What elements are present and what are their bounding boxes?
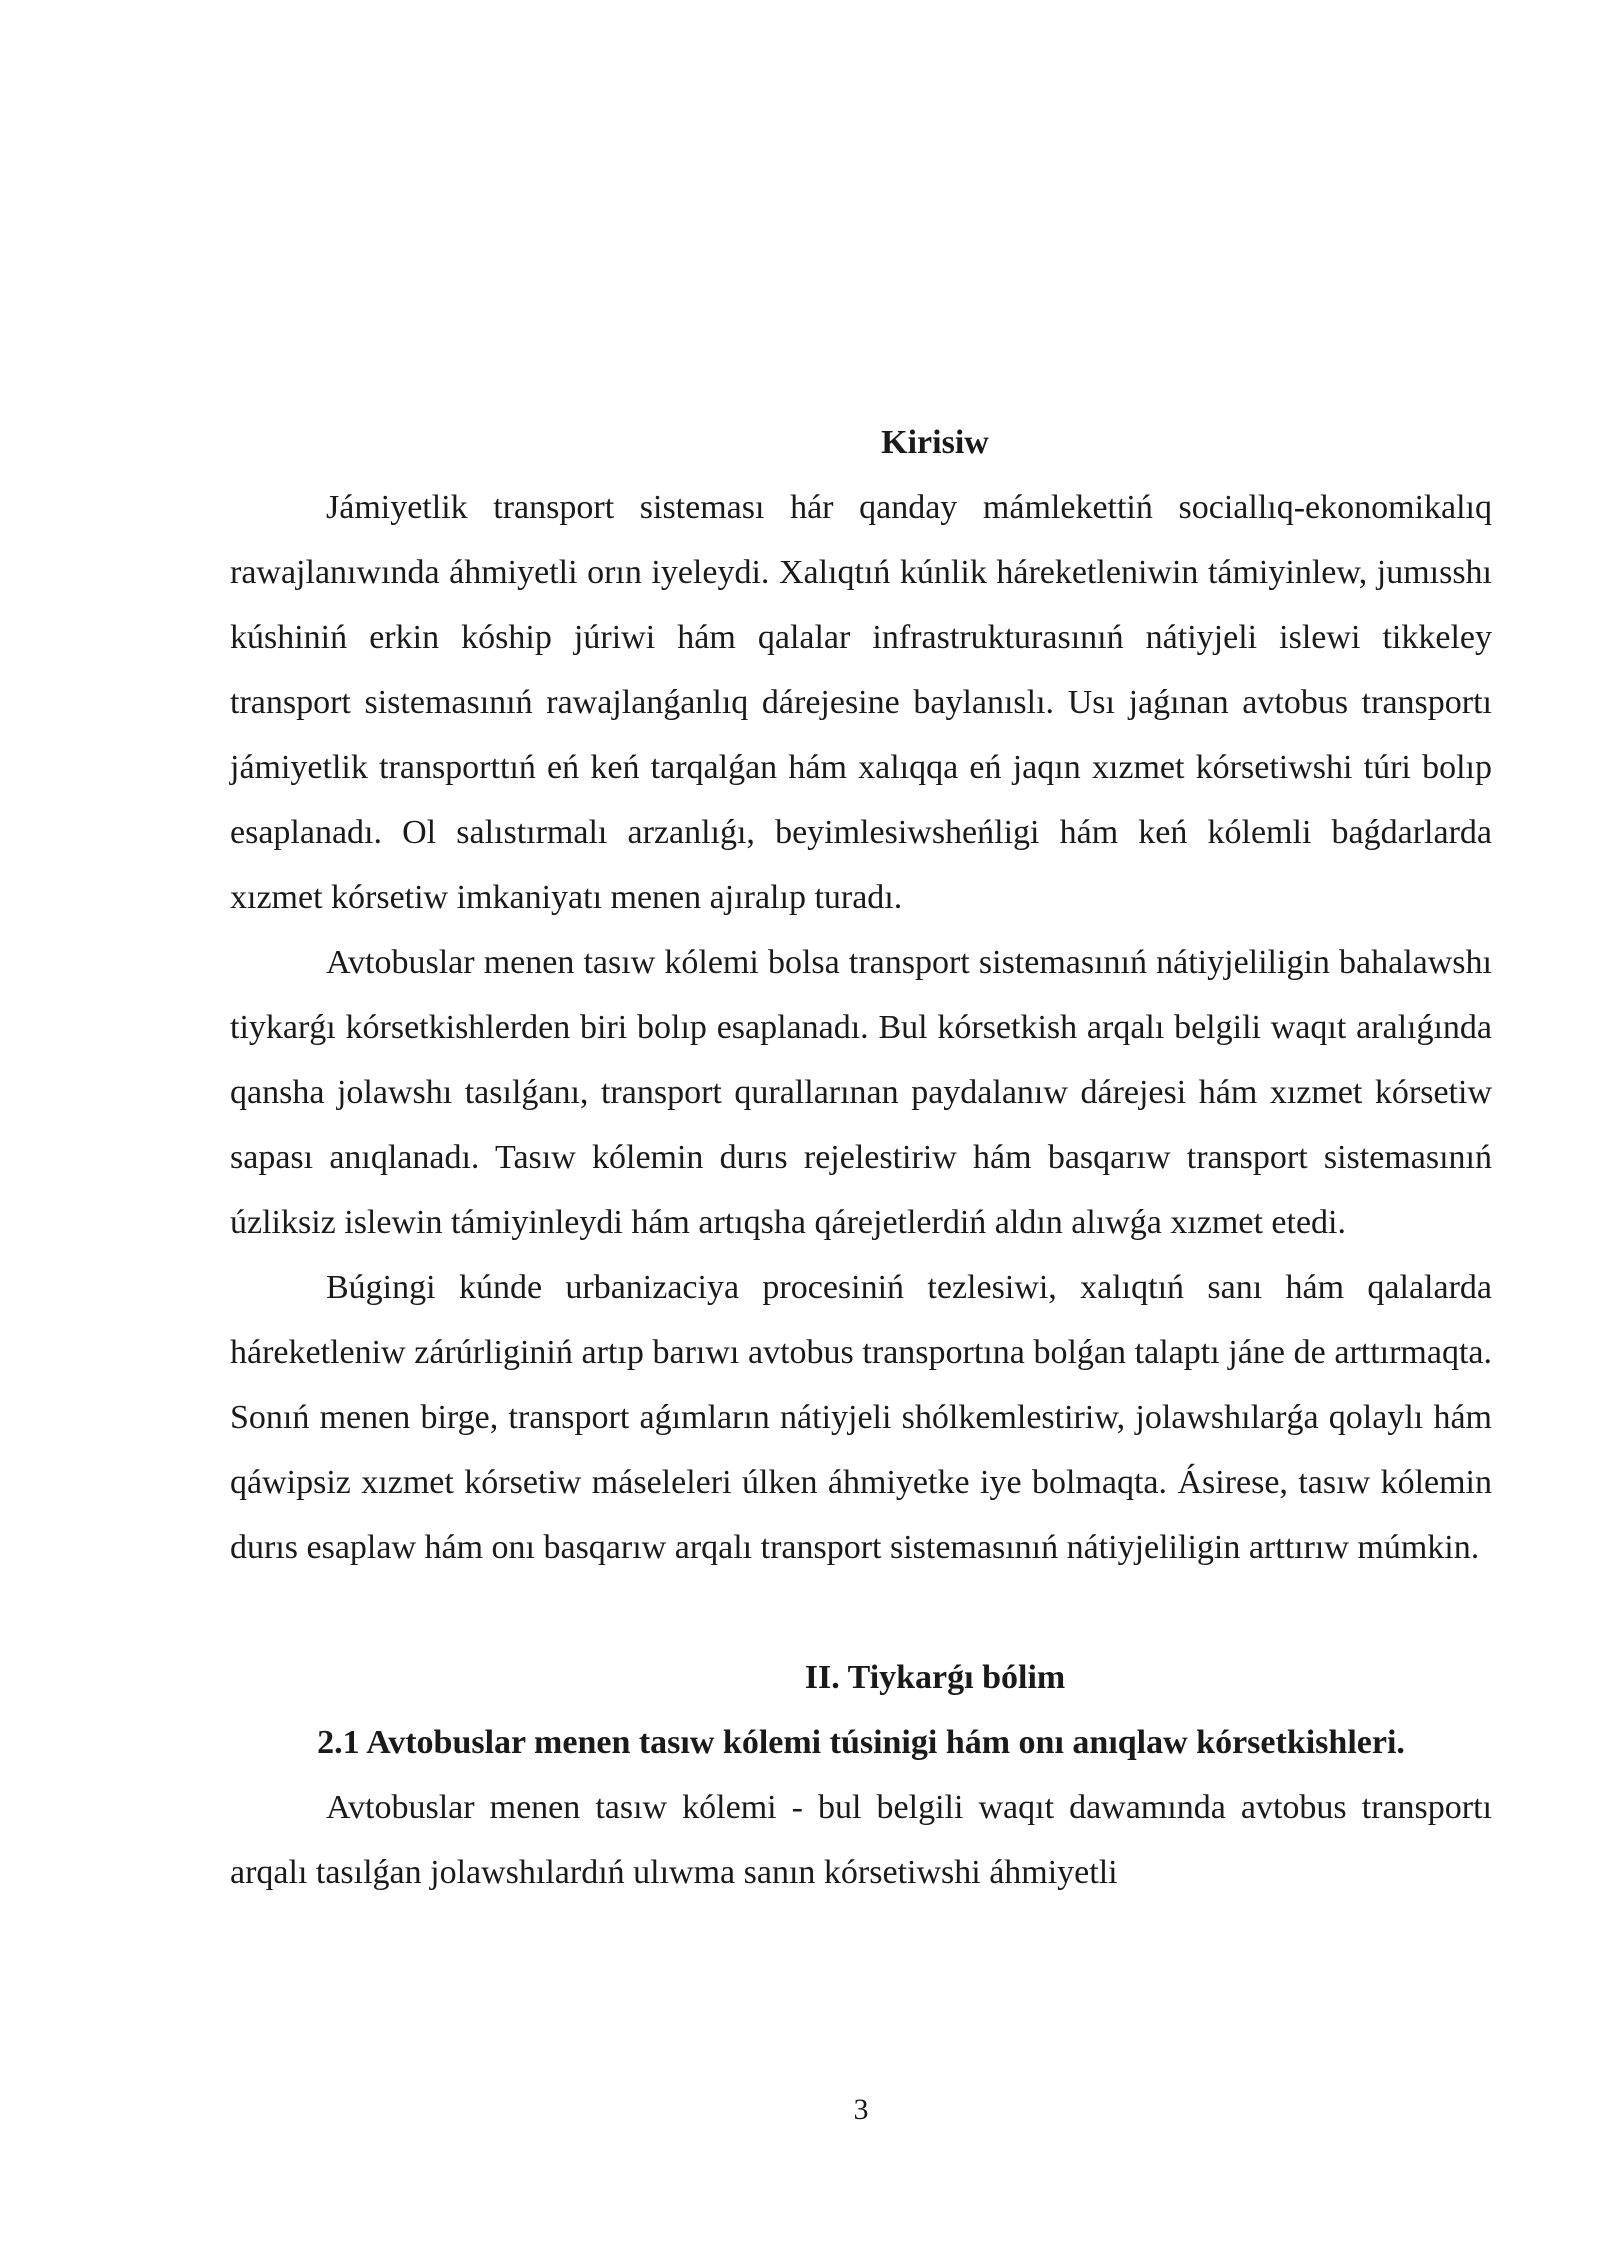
paragraph: Avtobuslar menen tasıw kólemi - bul belgili waqıt dawamında avtobus transportı arqalı tasılǵan jolawshılardıń ulıwma sanın kórsetiwshi áhmiyetli (230, 1789, 1492, 1891)
section-heading: II. Tiykarǵı bólim (804, 1659, 1066, 1696)
subsection-heading: 2.1 Avtobuslar menen tasıw kólemi túsinigi hám onı anıqlaw kórsetkishleri. (317, 1724, 1405, 1761)
paragraph: Avtobuslar menen tasıw kólemi bolsa transport sistemasınıń nátiyjeliligin bahalawshı tiykarǵı kórsetkishlerden biri bolıp esaplanadı. Bul kórsetkish arqalı belgili waqıt aralıǵında qansha jolawshı tasılǵanı, transport qurallarınan paydalanıw dárejesi hám xızmet kórsetiw sapası anıqlanadı. Tasıw kólemin durıs rejelestiriw hám basqarıw transport sistemasınıń úzliksiz islewin támiyinleydi hám artıqsha qárejetlerdiń aldın alıwǵa xızmet etedi. (230, 944, 1492, 1241)
page-number: 3 (853, 2093, 869, 2126)
paragraph: Búgingi kúnde urbanizaciya procesiniń tezlesiwi, xalıqtıń sanı hám qalalarda háreketleniw zárúrliginiń artıp barıwı avtobus transportına bolǵan talaptı jáne de arttırmaqta. Sonıń menen birge, transport aǵımların nátiyjeli shólkemlestiriw, jolawshılarǵa qolaylı hám qáwipsiz xızmet kórsetiw máseleleri úlken áhmiyetke iye bolmaqta. Ásirese, tasıw kólemin durıs esaplaw hám onı basqarıw arqalı transport sistemasınıń nátiyjeliligin arttırıw múmkin. (230, 1269, 1492, 1566)
intro-heading: Kirisiw (881, 424, 989, 461)
paragraph: Jámiyetlik transport sisteması hár qanday mámlekettiń sociallıq-ekonomikalıq rawajlanıwında áhmiyetli orın iyeleydi. Xalıqtıń kúnlik háreketleniwin támiyinlew, jumısshı kúshiniń erkin kóship júriwi hám qalalar infrastrukturasınıń nátiyjeli islewi tikkeley transport sistemasınıń rawajlanǵanlıq dárejesine baylanıslı. Usı jaǵınan avtobus transportı jámiyetlik transporttıń eń keń tarqalǵan hám xalıqqa eń jaqın xızmet kórsetiwshi túri bolıp esaplanadı. Ol salıstırmalı arzanlıǵı, beyimlesiwsheńligi hám keń kólemli baǵdarlarda xızmet kórsetiw imkaniyatı menen ajıralıp turadı. (230, 489, 1492, 916)
page-content (230, 410, 1492, 1905)
